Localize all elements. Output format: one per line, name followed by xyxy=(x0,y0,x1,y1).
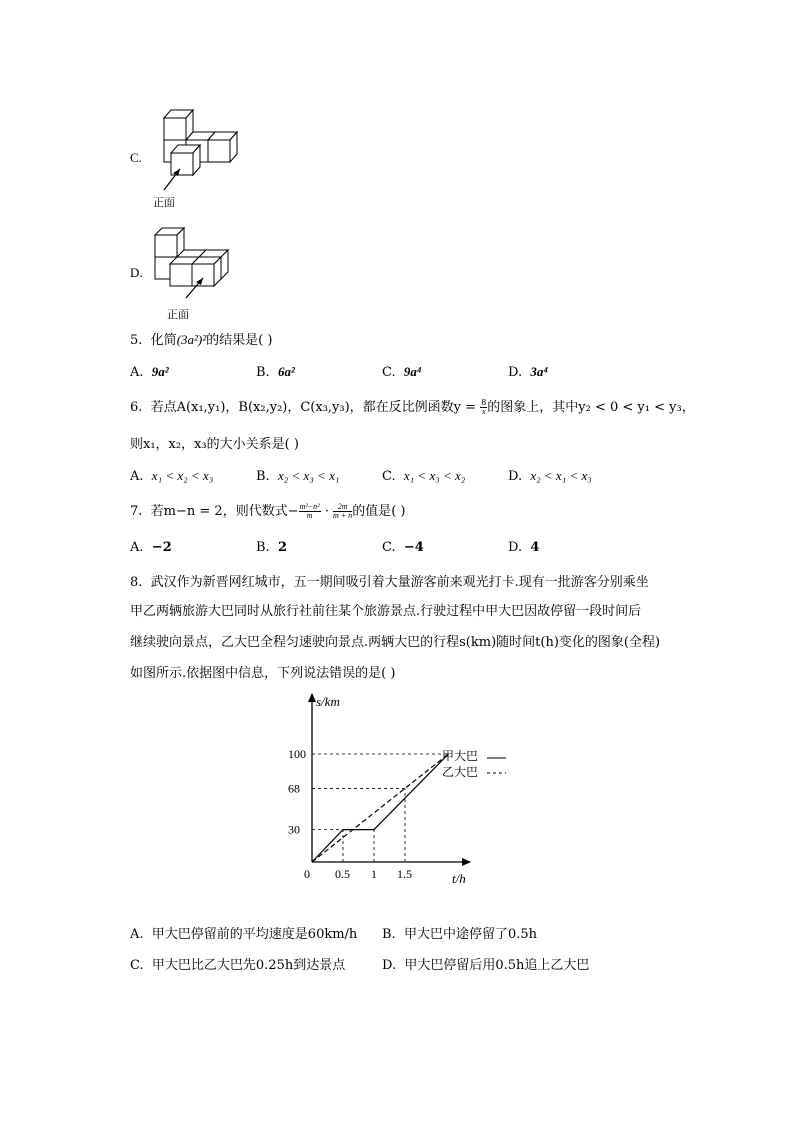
question-stem-text: 的值是( ) xyxy=(352,504,406,519)
q8-option-d[interactable] xyxy=(382,956,589,976)
option-letter: C. xyxy=(382,469,396,484)
question-stem-text: 若m−n = 2，则代数式− xyxy=(150,504,299,519)
question-stem-text: 化简 xyxy=(150,333,177,348)
q6-option-c[interactable] xyxy=(382,466,465,487)
q8-option-c[interactable] xyxy=(130,956,345,976)
option-text: 甲大巴停留后用0.5h追上乙大巴 xyxy=(404,958,590,973)
q6-option-a[interactable] xyxy=(130,466,213,487)
option-text: 3a⁴ xyxy=(530,364,548,379)
x-tick-label: 0.5 xyxy=(335,867,350,881)
series-line-yi xyxy=(312,754,448,862)
option-text: 甲大巴停留前的平均速度是60km/h xyxy=(151,927,358,942)
option-text: x₂ < x₁ < x₃ xyxy=(530,468,592,483)
option-d-letter: D. xyxy=(130,265,143,280)
option-text: 2 xyxy=(277,540,287,555)
q5-option-c[interactable] xyxy=(382,362,421,383)
question-5-stem xyxy=(130,330,272,351)
option-text: 4 xyxy=(530,540,540,555)
question-7-stem xyxy=(130,502,405,522)
option-text: 9a² xyxy=(151,364,169,379)
q8-option-b[interactable] xyxy=(382,925,537,945)
legend-label-jia: 甲大巴 xyxy=(442,749,479,763)
option-letter: B. xyxy=(256,540,270,555)
option-d-cube-figure xyxy=(150,222,250,312)
option-letter: D. xyxy=(508,540,523,555)
origin-label: 0 xyxy=(304,867,310,881)
fraction-numerator: 2m xyxy=(333,503,352,512)
option-letter: A. xyxy=(130,365,144,380)
travel-distance-chart xyxy=(270,688,510,893)
q7-option-a[interactable] xyxy=(130,538,172,558)
fraction-numerator: 8 xyxy=(481,398,487,407)
question-8-line-2: 甲乙两辆旅游大巴同时从旅行社前往某个旅游景点.行驶过程中甲大巴因故停留一段时间后 xyxy=(130,604,642,619)
option-letter: C. xyxy=(382,365,396,380)
option-letter: D. xyxy=(508,469,523,484)
option-text: x₂ < x₃ < x₁ xyxy=(277,468,340,483)
option-letter: C. xyxy=(382,540,396,555)
question-number: 5. xyxy=(130,333,143,348)
option-letter: D. xyxy=(508,365,523,380)
option-text: 甲大巴比乙大巴先0.25h到达景点 xyxy=(151,958,346,973)
y-tick-label: 100 xyxy=(288,747,306,761)
question-number: 8. xyxy=(130,575,143,590)
question-stem-text: 武汉作为新晋网红城市，五一期间吸引着大量游客前来观光打卡.现有一批游客分别乘坐 xyxy=(150,575,649,590)
option-text: 9a⁴ xyxy=(403,364,422,379)
option-c-letter: C. xyxy=(130,150,142,165)
q7-option-b[interactable] xyxy=(256,538,287,558)
y-axis-label: s/km xyxy=(316,694,340,709)
legend-label-yi: 乙大巴 xyxy=(442,765,479,779)
q6-option-d[interactable] xyxy=(508,466,592,487)
option-d-front-label: 正面 xyxy=(167,308,189,321)
question-number: 6. xyxy=(130,400,143,415)
option-letter: A. xyxy=(130,927,144,942)
math-expression: (3a²)² xyxy=(176,332,207,347)
question-8-line-1 xyxy=(130,573,649,593)
fraction-numerator: m²−n² xyxy=(299,502,320,511)
option-letter: D. xyxy=(382,958,397,973)
fraction-denominator: x xyxy=(481,407,486,416)
option-text: 6a² xyxy=(277,364,295,379)
q6-option-b[interactable] xyxy=(256,466,339,487)
q5-option-a[interactable] xyxy=(130,362,169,383)
q7-option-c[interactable] xyxy=(382,538,424,558)
question-6-stem xyxy=(130,398,695,418)
question-stem-text: 的图象上，其中y₂ < 0 < y₁ < y₃， xyxy=(487,400,695,415)
option-letter: B. xyxy=(256,365,270,380)
fraction-denominator: m + n xyxy=(333,511,353,520)
question-8-line-4: 如图所示.依据图中信息，下列说法错误的是( ) xyxy=(130,666,396,681)
option-letter: A. xyxy=(130,469,144,484)
option-letter: B. xyxy=(256,469,270,484)
x-tick-label: 1 xyxy=(371,867,377,881)
x-tick-label: 1.5 xyxy=(397,867,412,881)
option-text: −4 xyxy=(403,540,424,555)
option-text: x₁ < x₂ < x₃ xyxy=(151,468,214,483)
q8-option-a[interactable] xyxy=(130,925,357,945)
option-text: −2 xyxy=(151,540,172,555)
option-letter: B. xyxy=(382,927,396,942)
fraction-2 xyxy=(333,503,352,520)
question-8-line-3: 继续驶向景点，乙大巴全程匀速驶向景点.两辆大巴的行程s(km)随时间t(h)变化的图象(全程) xyxy=(130,635,661,650)
option-letter: C. xyxy=(130,958,144,973)
q5-option-d[interactable] xyxy=(508,362,548,383)
option-text: x₁ < x₃ < x₂ xyxy=(403,468,466,483)
question-stem-text: 的结果是( ) xyxy=(206,333,273,348)
fraction-1 xyxy=(299,503,321,520)
q5-option-b[interactable] xyxy=(256,362,295,383)
option-c-front-label: 正面 xyxy=(153,196,175,209)
question-6-stem-line2: 则x₁，x₂，x₃的大小关系是( ) xyxy=(130,437,299,452)
q7-option-d[interactable] xyxy=(508,538,539,558)
multiply-dot: · xyxy=(324,504,329,519)
option-text: 甲大巴中途停留了0.5h xyxy=(403,927,538,942)
y-tick-label: 30 xyxy=(288,822,300,837)
fraction-denominator: m xyxy=(306,511,313,520)
x-axis-label: t/h xyxy=(452,871,466,886)
question-stem-text: 若点A(x₁,y₁)，B(x₂,y₂)，C(x₃,y₃)，都在反比例函数y = xyxy=(150,400,481,415)
y-tick-label: 68 xyxy=(288,781,300,796)
option-letter: A. xyxy=(130,540,144,555)
question-number: 7. xyxy=(130,504,143,519)
